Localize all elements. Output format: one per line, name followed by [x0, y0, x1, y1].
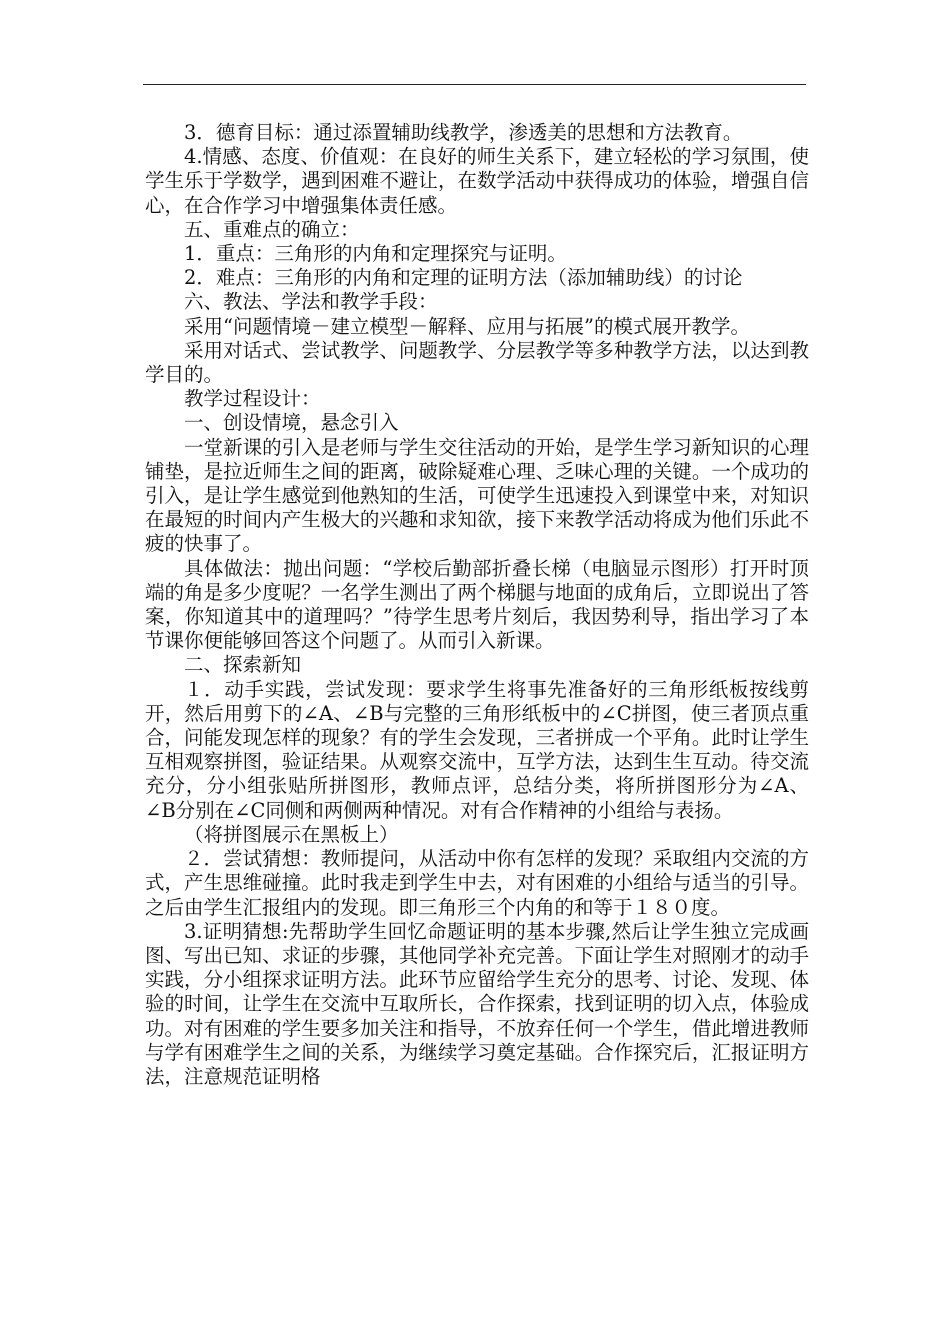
- header-rule: [143, 84, 806, 85]
- paragraph: 3.证明猜想:先帮助学生回忆命题证明的基本步骤,然后让学生独立完成画图、写出已知、求证的步骤，其他同学补充完善。下面让学生对照刚才的动手实践，分小组探求证明方法。此环节应留给学生充分的思考、讨论、发现、体验的时间，让学生在交流中互取所长，合作探索，找到证明的切入点，体验成功。对有困难的学生要多加关注和指导，不放弃任何一个学生，借此增进教师与学有困难学生之间的关系，为继续学习奠定基础。合作探究后，汇报证明方法，注意规范证明格: [145, 919, 809, 1088]
- paragraph: （将拼图展示在黑板上）: [184, 822, 399, 846]
- paragraph: 具体做法：抛出问题：“学校后勤部折叠长梯（电脑显示图形）打开时顶端的角是多少度呢？一名学生测出了两个梯腿与地面的成角后，立即说出了答案，你知道其中的道理吗？”待学生思考片刻后，我因势利导，指出学习了本节课你便能够回答这个问题了。从而引入新课。: [145, 556, 809, 653]
- paragraph: 3．德育目标：通过添置辅助线教学，渗透美的思想和方法教育。: [184, 121, 743, 144]
- paragraph: 五、重难点的确立：: [184, 217, 360, 241]
- paragraph: １．动手实践，尝试发现：要求学生将事先准备好的三角形纸板按线剪开，然后用剪下的∠A、∠B与完整的三角形纸板中的∠C拼图，使三者顶点重合，问能发现怎样的现象？有的学生会发现，三者拼成一个平角。此时让学生互相观察拼图，验证结果。从观察交流中，互学方法，达到生生互动。待交流充分，分小组张贴所拼图形，教师点评，总结分类，将所拼图形分为∠A、∠B分别在∠C同侧和两侧两种情况。对有合作精神的小组给与表扬。: [145, 677, 809, 822]
- paragraph: 教学过程设计：: [184, 387, 321, 411]
- paragraph: 4.情感、态度、价值观：在良好的师生关系下，建立轻松的学习氛围，使学生乐于学数学，遇到困难不避让，在数学活动中获得成功的体验，增强自信心，在合作学习中增强集体责任感。: [145, 145, 809, 217]
- paragraph: 1．重点：三角形的内角和定理探究与证明。: [184, 242, 567, 266]
- paragraph: 一堂新课的引入是老师与学生交往活动的开始，是学生学习新知识的心理铺垫，是拉近师生之间的距离，破除疑难心理、乏味心理的关键。一个成功的引入，是让学生感觉到他熟知的生活，可使学生迅速投入到课堂中来，对知识在最短的时间内产生极大的兴趣和求知欲，接下来教学活动将成为他们乐此不疲的快事了。: [145, 435, 809, 556]
- paragraph: 六、教法、学法和教学手段：: [184, 290, 438, 314]
- paragraph: 二、探索新知: [184, 653, 302, 677]
- paragraph: 一、创设情境，悬念引入: [184, 411, 399, 435]
- paragraph: 2．难点：三角形的内角和定理的证明方法（添加辅助线）的讨论: [184, 266, 743, 290]
- paragraph: 采用对话式、尝试教学、问题教学、分层教学等多种教学方法，以达到教学目的。: [145, 338, 809, 387]
- paragraph: ２．尝试猜想：教师提问，从活动中你有怎样的发现？采取组内交流的方式，产生思维碰撞。此时我走到学生中去，对有困难的小组给与适当的引导。之后由学生汇报组内的发现。即三角形三个内角的和等于１８０度。: [145, 847, 809, 919]
- paragraph: 采用“问题情境－建立模型－解释、应用与拓展”的模式展开教学。: [184, 314, 750, 338]
- document-body: [145, 121, 809, 1089]
